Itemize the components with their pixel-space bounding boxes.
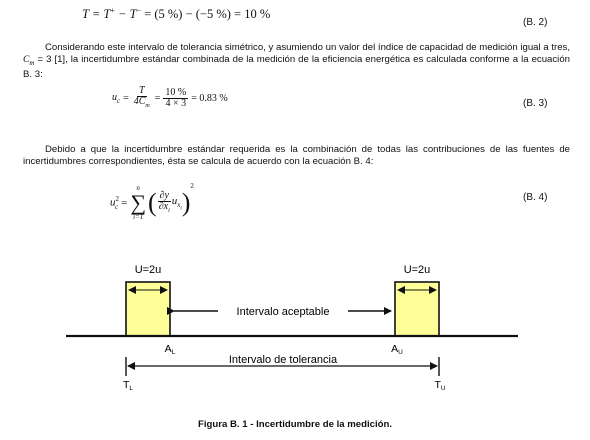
- eq-b2-lhs: T = T: [82, 7, 111, 22]
- equation-b3-number: (B. 3): [523, 98, 548, 109]
- eq-b4-partial-den: ∂x: [158, 200, 169, 212]
- acceptable-interval-label: Intervalo aceptable: [236, 306, 330, 318]
- al-label-main: A: [164, 343, 172, 355]
- eq-b4-lhs-var: u: [110, 196, 116, 209]
- equation-b3: $u_c$ = $\frac{T}{4C_m}$ = $\frac{10 \%}{4 \times 3}$ = 0.83 %: [112, 85, 228, 109]
- eq-b4-partial-den-sub: i: [168, 207, 170, 214]
- eq-b4-outer-sup: 2: [190, 182, 194, 190]
- eq-b4-u-var: u: [171, 194, 178, 207]
- eq-b4-sum-bottom: i=1: [133, 213, 144, 221]
- tu-label-main: T: [434, 379, 441, 391]
- eq-b2-sup-plus: +: [110, 6, 115, 15]
- paragraph-2-text: Debido a que la incertidumbre estándar requerida es la combinación de todas las contribuciones de las fuentes de incertidumbres correspondientes, ésta se calcula de acuerdo con la ecuación B. 4:: [23, 144, 570, 167]
- au-label: [391, 343, 403, 356]
- tl-label-sub: L: [129, 385, 134, 392]
- paragraph-1-end: = 3 [1], la incertidumbre estándar combinada de la medición de la eficiencia energética es calculada conforme a la ecuación B. 3:: [23, 53, 570, 80]
- eq-b3-fraction-2: [163, 88, 188, 109]
- tl-label-main: T: [122, 379, 130, 391]
- au-label-main: A: [391, 343, 399, 355]
- paragraph-1-start: Considerando este intervalo de tolerancia simétrico, y asumiendo un valor del índice de capacidad de medición igual a tres,: [45, 42, 570, 53]
- eq-b4-sigma-symbol: ∑: [130, 190, 147, 215]
- tolerance-interval-label: Intervalo de tolerancia: [228, 354, 338, 366]
- eq-b3-frac1-num: T: [138, 85, 145, 96]
- figure-b1: [0, 250, 590, 410]
- eq-b4-lhs-sub: c: [115, 202, 119, 211]
- equation-b4: $u^2_c$ = n ∑ i=1 ( $\frac{\partial y}{\partial x_i}$ $u_{x_i}$ ) 2: [110, 182, 194, 221]
- equation-b2-number: (B. 2): [523, 17, 548, 28]
- eq-b4-u-subsub: i: [180, 206, 182, 212]
- tu-label: [434, 379, 445, 392]
- right-uncertainty-label: U=2u: [403, 264, 431, 276]
- eq-b2-rhs: = (5 %) − (−5 %) = 10 %: [141, 7, 271, 22]
- au-label-sub: U: [398, 349, 403, 356]
- eq-b3-frac2-num: 10 %: [165, 87, 187, 98]
- eq-b4-sum-top: n: [136, 184, 140, 192]
- eq-b3-frac2-den: 4 × 3: [165, 98, 187, 109]
- equation-b2: [82, 6, 270, 22]
- eq-b3-lhs-var: u: [112, 92, 117, 103]
- paragraph-1-cm: C: [23, 53, 30, 65]
- eq-b4-partial-fraction: [157, 191, 172, 216]
- paragraph-2: [23, 144, 570, 167]
- equation-b4-number: (B. 4): [523, 192, 548, 203]
- paragraph-1-cm-sub: m: [29, 58, 35, 67]
- eq-b4-u-sub-x: x: [177, 200, 181, 209]
- eq-b2-minus-part: − T: [114, 7, 137, 22]
- eq-b2-sup-minus: −: [136, 6, 142, 15]
- eq-b4-lhs-sup: 2: [115, 195, 119, 204]
- eq-b3-fraction-1: [132, 86, 152, 111]
- tl-label: [123, 379, 133, 392]
- al-label: [165, 343, 176, 356]
- eq-b3-result: = 0.83 %: [191, 93, 228, 104]
- eq-b3-lhs-sub: c: [117, 97, 121, 105]
- left-uncertainty-label: U=2u: [134, 264, 162, 276]
- figure-caption: Figura B. 1 - Incertidumbre de la medición.: [197, 419, 393, 430]
- eq-b3-frac1-den-sub: m: [145, 103, 150, 109]
- paragraph-1: [23, 42, 570, 80]
- al-label-sub: L: [171, 349, 176, 356]
- tu-label-sub: U: [440, 385, 446, 392]
- eq-b4-partial-num: ∂y: [159, 189, 169, 201]
- eq-b3-frac1-den: 4C: [133, 96, 146, 107]
- eq-b4-sum: [130, 184, 146, 222]
